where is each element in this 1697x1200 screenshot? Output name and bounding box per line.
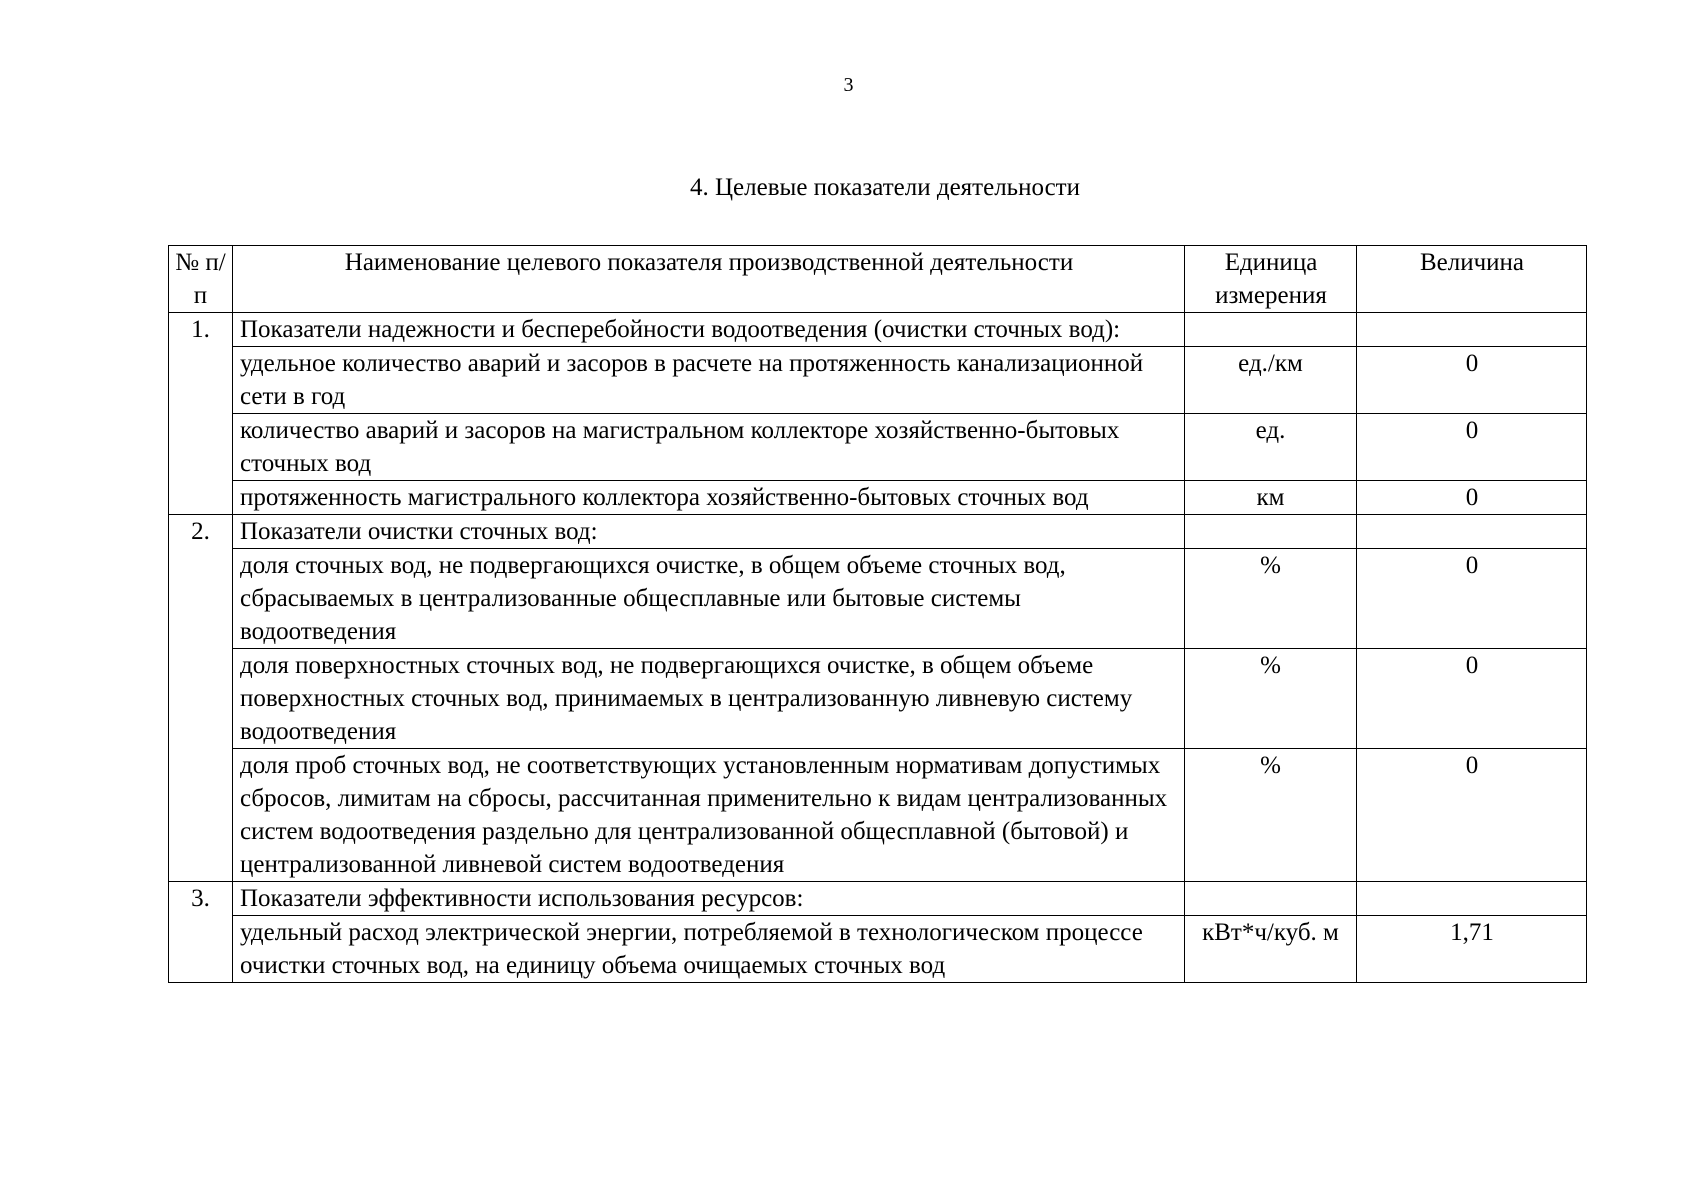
group-num-1: 1. [169,313,233,515]
row-value: 0 [1357,347,1587,414]
row-unit: % [1185,649,1357,749]
table-row [169,481,1587,515]
group-row-3 [169,882,1587,916]
header-num: № п/п [169,246,233,313]
table-row [169,916,1587,983]
row-value: 0 [1357,414,1587,481]
page-number: 3 [843,74,854,96]
group-unit-empty-2 [1185,515,1357,549]
row-unit: % [1185,549,1357,649]
group-title-3: Показатели эффективности использования ресурсов: [233,882,1185,916]
row-value: 1,71 [1357,916,1587,983]
group-value-empty-3 [1357,882,1587,916]
row-name: количество аварий и засоров на магистральном коллекторе хозяйственно-бытовых сточных вод [233,414,1185,481]
row-name: протяженность магистрального коллектора хозяйственно-бытовых сточных вод [233,481,1185,515]
group-value-empty-2 [1357,515,1587,549]
row-value: 0 [1357,749,1587,882]
group-row-2 [169,515,1587,549]
group-num-2: 2. [169,515,233,882]
table-header-row [169,246,1587,313]
table-row [169,749,1587,882]
row-unit: ед./км [1185,347,1357,414]
group-value-empty-1 [1357,313,1587,347]
row-unit: % [1185,749,1357,882]
group-title-1: Показатели надежности и бесперебойности водоотведения (очистки сточных вод): [233,313,1185,347]
row-unit: ед. [1185,414,1357,481]
targets-table [168,245,1587,983]
table-row [169,649,1587,749]
row-unit: км [1185,481,1357,515]
row-name: доля поверхностных сточных вод, не подвергающихся очистке, в общем объеме поверхностных сточных вод, принимаемых в централизованную ливневую систему водоотведения [233,649,1185,749]
row-value: 0 [1357,649,1587,749]
group-unit-empty-3 [1185,882,1357,916]
group-row-1 [169,313,1587,347]
group-unit-empty-1 [1185,313,1357,347]
row-name: удельный расход электрической энергии, потребляемой в технологическом процессе очистки сточных вод, на единицу объема очищаемых сточных вод [233,916,1185,983]
header-value: Величина [1357,246,1587,313]
table-row [169,549,1587,649]
header-name: Наименование целевого показателя производственной деятельности [233,246,1185,313]
row-name: доля проб сточных вод, не соответствующих установленным нормативам допустимых сбросов, лимитам на сбросы, рассчитанная применительно к видам централизованных систем водоотведения раздельно для централизованной общесплавной (бытовой) и централизованной ливневой систем водоотведения [233,749,1185,882]
row-unit: кВт*ч/куб. м [1185,916,1357,983]
row-value: 0 [1357,549,1587,649]
table-row [169,347,1587,414]
row-name: удельное количество аварий и засоров в расчете на протяженность канализационной сети в год [233,347,1185,414]
section-title: 4. Целевые показатели деятельности [690,174,1080,201]
row-value: 0 [1357,481,1587,515]
table-row [169,414,1587,481]
header-unit: Единица измерения [1185,246,1357,313]
row-name: доля сточных вод, не подвергающихся очистке, в общем объеме сточных вод, сбрасываемых в централизованные общесплавные или бытовые системы водоотведения [233,549,1185,649]
group-title-2: Показатели очистки сточных вод: [233,515,1185,549]
group-num-3: 3. [169,882,233,983]
